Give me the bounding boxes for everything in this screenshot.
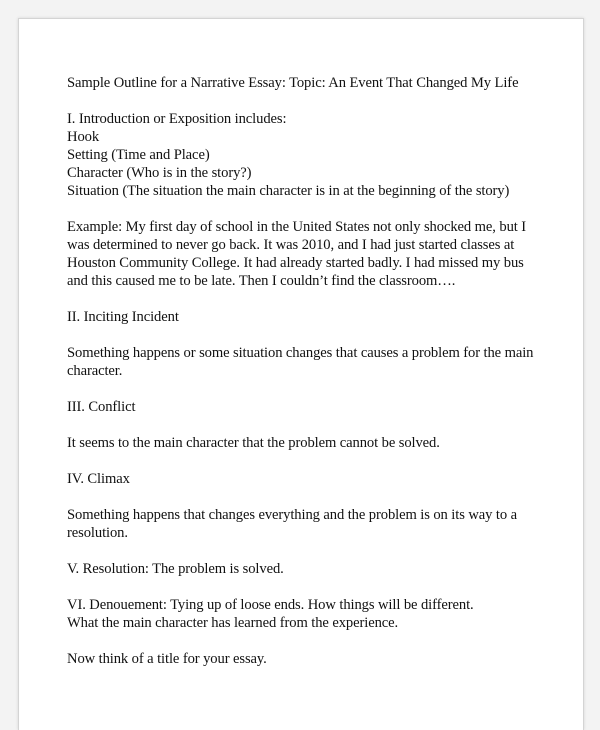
- intro-item-hook: Hook: [67, 129, 100, 145]
- section-heading-inciting-incident: II. Inciting Incident: [67, 309, 179, 325]
- inciting-description-line: Something happens or some situation changes that causes a problem for the main: [67, 345, 534, 361]
- denouement-line: What the main character has learned from the experience.: [67, 615, 399, 631]
- example-line: Example: My first day of school in the United States not only shocked me, but I: [67, 219, 527, 235]
- document-page: [18, 18, 584, 730]
- spacer: [67, 92, 567, 110]
- section-heading-conflict: III. Conflict: [67, 399, 136, 415]
- spacer: [67, 380, 567, 398]
- section-heading-resolution: V. Resolution: The problem is solved.: [67, 561, 284, 577]
- conflict-description-line: It seems to the main character that the problem cannot be solved.: [67, 435, 440, 451]
- example-line: Houston Community College. It had already started badly. I had missed my bus: [67, 255, 524, 271]
- example-line: and this caused me to be late. Then I couldn’t find the classroom….: [67, 273, 456, 289]
- closing-line: Now think of a title for your essay.: [67, 651, 267, 667]
- spacer: [67, 326, 567, 344]
- climax-description-line: resolution.: [67, 525, 128, 541]
- example-line: was determined to never go back. It was 2010, and I had just started classes at: [67, 237, 515, 253]
- inciting-description-line: character.: [67, 363, 123, 379]
- spacer: [67, 488, 567, 506]
- intro-item-character: Character (Who is in the story?): [67, 165, 252, 181]
- spacer: [67, 416, 567, 434]
- spacer: [67, 542, 567, 560]
- spacer: [67, 452, 567, 470]
- spacer: [67, 290, 567, 308]
- spacer: [67, 200, 567, 218]
- intro-item-setting: Setting (Time and Place): [67, 147, 210, 163]
- section-heading-climax: IV. Climax: [67, 471, 130, 487]
- document-body: [67, 74, 567, 668]
- section-heading-introduction: I. Introduction or Exposition includes:: [67, 111, 287, 127]
- spacer: [67, 578, 567, 596]
- intro-item-situation: Situation (The situation the main character is in at the beginning of the story): [67, 183, 510, 199]
- denouement-line: VI. Denouement: Tying up of loose ends. How things will be different.: [67, 597, 474, 613]
- climax-description-line: Something happens that changes everything and the problem is on its way to a: [67, 507, 517, 523]
- document-title: Sample Outline for a Narrative Essay: Topic: An Event That Changed My Life: [67, 75, 519, 91]
- spacer: [67, 632, 567, 650]
